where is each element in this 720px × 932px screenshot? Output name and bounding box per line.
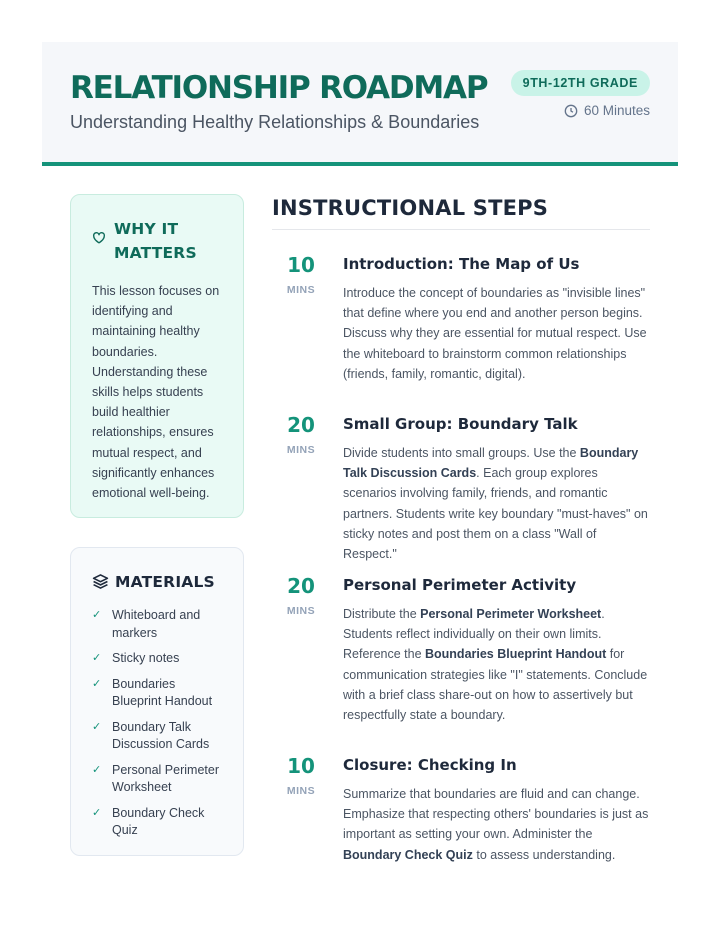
divider	[272, 229, 650, 230]
step-unit: MINS	[286, 444, 316, 456]
step-title: Personal Perimeter Activity	[343, 576, 577, 594]
heart-icon	[92, 217, 108, 250]
material-reference: Boundary Check Quiz	[343, 847, 473, 862]
step-title: Small Group: Boundary Talk	[343, 415, 578, 433]
material-reference: Boundaries Blueprint Handout	[425, 647, 607, 662]
step-unit: MINS	[286, 605, 316, 617]
why-it-matters-card	[70, 194, 244, 518]
page-subtitle: Understanding Healthy Relationships & Boundaries	[70, 112, 480, 132]
step-minutes: 20	[287, 413, 315, 437]
step-title: Introduction: The Map of Us	[343, 255, 580, 273]
material-item	[92, 762, 222, 797]
step-description	[343, 443, 653, 564]
step-text: . Each group explores scenarios involving family, friends, and romantic partners. Students write key boundary "must-haves" on sticky notes and post them on a class "Wall of Respect."	[343, 466, 648, 562]
step-unit: MINS	[286, 785, 316, 797]
material-item	[92, 719, 222, 754]
layers-icon	[92, 570, 109, 595]
step-unit: MINS	[286, 284, 316, 296]
materials-title: MATERIALS	[115, 573, 215, 591]
step-minutes: 20	[287, 574, 315, 598]
material-label: Sticky notes	[112, 651, 180, 665]
material-item	[92, 650, 222, 668]
step-text: . Students reflect individually on their own limits. Reference the	[343, 607, 605, 662]
step-description	[343, 283, 653, 384]
step-time	[272, 413, 330, 456]
step-description	[343, 784, 653, 865]
lesson-header	[42, 42, 678, 166]
step-minutes: 10	[287, 253, 315, 277]
material-label: Personal Perimeter Worksheet	[112, 762, 219, 794]
page-title: RELATIONSHIP ROADMAP	[70, 70, 488, 106]
check-icon: ✓	[92, 806, 102, 819]
check-icon: ✓	[92, 609, 102, 621]
material-label: Boundary Talk Discussion Cards	[112, 719, 210, 751]
step-text: Divide students into small groups. Use the	[343, 446, 580, 460]
step-time	[272, 754, 330, 797]
material-reference: Personal Perimeter Worksheet	[420, 607, 602, 621]
material-item	[92, 676, 222, 711]
step-text: Summarize that boundaries are fluid and can change. Emphasize that respecting others' boundaries is just as important as setting your own. Administer the	[343, 787, 649, 842]
check-icon: ✓	[92, 720, 102, 733]
check-icon: ✓	[92, 652, 102, 664]
step-text: Introduce the concept of boundaries as "invisible lines" that define where you end and another person begins. Discuss why they are essential for mutual respect. Use the whiteboard to brainstorm common relationships (friends, family, romantic, digital).	[343, 286, 647, 381]
clock-icon	[564, 104, 578, 118]
step-time	[272, 253, 330, 296]
steps-title: INSTRUCTIONAL STEPS	[272, 196, 549, 220]
why-text: This lesson focuses on identifying and maintaining healthy boundaries. Understanding these skills helps students build healthier relationships, ensures mutual respect, and significantly enhances emotional well-being.	[92, 284, 220, 501]
material-label: Whiteboard and markers	[112, 608, 201, 640]
step-text: to assess understanding.	[472, 847, 616, 862]
step-text: for communication strategies like "I" statements. Conclude with a brief class share-out on how to assertively but respectfully state a boundary.	[343, 647, 648, 723]
materials-card	[70, 547, 244, 856]
step-minutes: 10	[287, 754, 315, 778]
material-item	[92, 607, 222, 642]
check-icon: ✓	[92, 763, 102, 776]
step-title: Closure: Checking In	[343, 756, 517, 774]
why-title: WHY IT MATTERS	[114, 220, 197, 262]
material-label: Boundary Check Quiz	[112, 805, 205, 837]
material-item	[92, 805, 222, 840]
check-icon: ✓	[92, 677, 102, 690]
step-description	[343, 604, 653, 725]
duration	[564, 103, 650, 118]
step-time	[272, 574, 330, 617]
duration-text: 60 Minutes	[583, 103, 650, 118]
materials-list	[92, 607, 222, 840]
material-reference: Boundary Talk Discussion Cards	[343, 446, 639, 481]
grade-badge: 9TH-12TH GRADE	[511, 70, 650, 96]
material-label: Boundaries Blueprint Handout	[112, 676, 213, 708]
step-text: Distribute the	[343, 607, 421, 621]
